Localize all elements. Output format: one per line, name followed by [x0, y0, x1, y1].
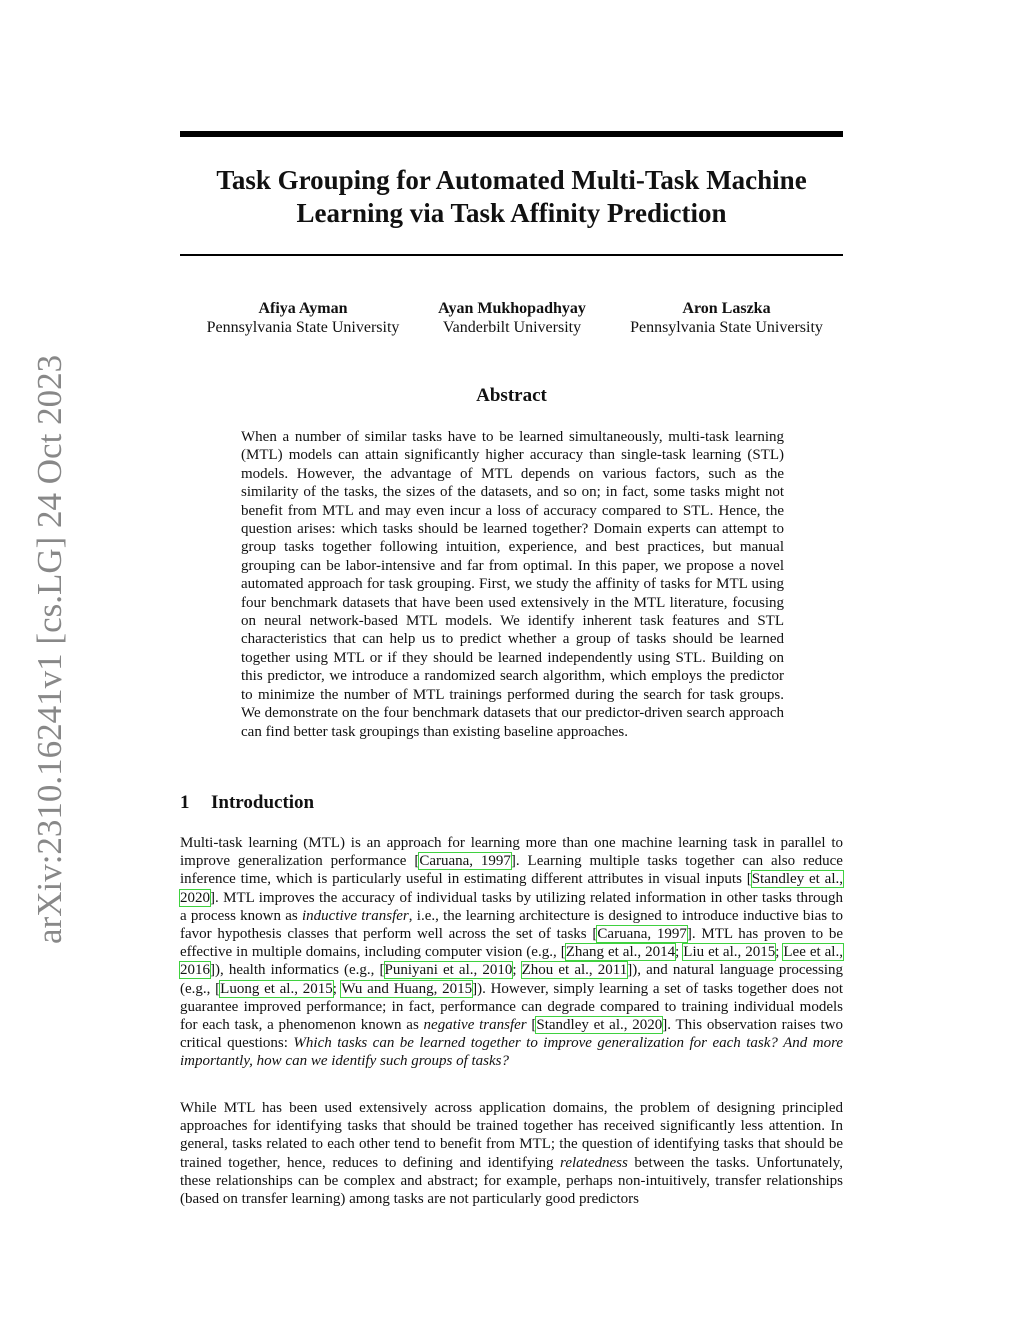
abstract-heading: Abstract [476, 385, 547, 406]
author-affiliation: Vanderbilt University [442, 319, 582, 336]
text-run: ]). However, simply learning a set of tasks together does not guarantee improved performance; in fact, performance can degrade compared to training individual models for each task, a phenomenon known as [180, 980, 844, 1034]
text-run: ]), and natural language processing (e.g., [ [180, 962, 843, 997]
author-block [180, 299, 843, 343]
text-run: Multi-task learning (MTL) is an approach for learning more than one machine learning task in parallel to improve generalization performance [ [180, 835, 843, 870]
author-affiliation: Pennsylvania State University [206, 319, 400, 336]
text-run: ; [675, 944, 684, 961]
section-title: Introduction [211, 792, 315, 813]
author-3 [610, 299, 843, 337]
text-run: [ [526, 1017, 537, 1034]
title-line-2: Learning via Task Affinity Prediction [296, 198, 727, 228]
text-run: ; [332, 980, 342, 997]
citation-link[interactable]: Luong et al., 2015 [220, 980, 333, 997]
arxiv-identifier: arXiv:2310.16241v1 [cs.LG] 24 Oct 2023 [30, 354, 69, 944]
citation-link[interactable]: Puniyani et al., 2010 [384, 962, 513, 979]
citation-link[interactable]: Caruana, 1997 [597, 926, 687, 943]
citation-link[interactable]: Standley et al., 2020 [536, 1017, 663, 1034]
section-heading-introduction [180, 792, 843, 814]
citation-link[interactable]: Wu and Huang, 2015 [341, 980, 473, 997]
citation-link[interactable]: Lee et al., 2016 [180, 944, 843, 979]
citation-link[interactable]: Standley et al., 2020 [180, 871, 843, 906]
title-line-1: Task Grouping for Automated Multi-Task Machine [216, 165, 807, 195]
author-affiliation: Pennsylvania State University [630, 319, 823, 336]
research-questions: Which tasks can be learned together to improve generalization for each task? And more importantly, how can we identify such groups of tasks? [180, 1035, 844, 1070]
text-run: ]. This observation raises two critical questions: [180, 1017, 843, 1052]
paper-title [180, 164, 843, 230]
citation-link[interactable]: Caruana, 1997 [419, 853, 511, 870]
author-name: Aron Laszka [682, 300, 771, 317]
intro-paragraph-2 [180, 1099, 843, 1208]
author-name: Afiya Ayman [258, 300, 348, 317]
citation-link[interactable]: Zhang et al., 2014 [565, 944, 676, 961]
text-run: ]. Learning multiple tasks together can also reduce inference time, which is particularly useful in estimating different attributes in visual inputs [ [180, 853, 843, 888]
emphasis-term: inductive transfer [302, 907, 409, 924]
text-run: between the tasks. Unfortunately, these relationships can be complex and abstract; for example, perhaps non-intuitively, transfer relationships (based on transfer learning) among tasks are not particularly good predictors [180, 1154, 843, 1208]
text-run: ; [512, 962, 522, 979]
author-2 [420, 299, 604, 337]
abstract-text: When a number of similar tasks have to be learned simultaneously, multi-task learning (MTL) models can attain significantly higher accuracy than single-task learning (STL) models. However, the advantage of MTL depends on various factors, such as the similarity of the tasks, the sizes of the datasets, and so on; in fact, some tasks might not benefit from MTL and may even incur a loss of accuracy compared to STL. Hence, the question arises: which tasks should be learned together? Domain experts can attempt to group tasks together following intuition, experience, and best practices, but manual grouping can be labor-intensive and far from optimal. In this paper, we propose a novel automated approach for task grouping. First, we study the affinity of tasks for MTL using four benchmark datasets that have been used extensively in the MTL literature, focusing on neural network-based MTL models. We identify inherent task features and STL characteristics that can help us to predict whether a group of tasks should be learned together using MTL or if they should be learned independently using STL. Building on this predictor, we introduce a randomized search algorithm, which employs the predictor to minimize the number of MTL trainings performed during the search for task groups. We demonstrate on the four benchmark datasets that our predictor-driven search approach can find better task groupings than existing baseline approaches. [241, 429, 784, 740]
title-bottom-rule [180, 254, 843, 256]
emphasis-term: relatedness [560, 1154, 628, 1171]
emphasis-term: negative transfer [423, 1017, 527, 1034]
text-run: ]. MTL has proven to be effective in multiple domains, including computer vision (e.g., [ [180, 926, 844, 961]
text-run: , i.e., the learning architecture is designed to introduce inductive bias to favor hypothesis classes that perform well across the set of tasks [ [180, 907, 843, 943]
title-top-rule [180, 131, 843, 137]
text-run: While MTL has been used extensively across application domains, the problem of designing principled approaches for identifying tasks that should be trained together has received significantly less attention. In general, tasks related to each other tend to benefit from MTL; the question of identifying tasks that should be trained together, hence, reduces to defining and identifying [180, 1100, 843, 1171]
citation-link[interactable]: Liu et al., 2015 [683, 944, 776, 961]
text-run: ; [775, 944, 784, 961]
intro-paragraph-1 [180, 834, 843, 1071]
citation-link[interactable]: Zhou et al., 2011 [521, 962, 628, 979]
text-run: ]. MTL improves the accuracy of individual tasks by utilizing related information in other tasks through a process known as [180, 889, 843, 924]
author-1 [180, 299, 426, 337]
text-run: ]), health informatics (e.g., [ [210, 962, 385, 979]
author-name: Ayan Mukhopadhyay [438, 300, 586, 317]
section-number: 1 [180, 792, 190, 813]
